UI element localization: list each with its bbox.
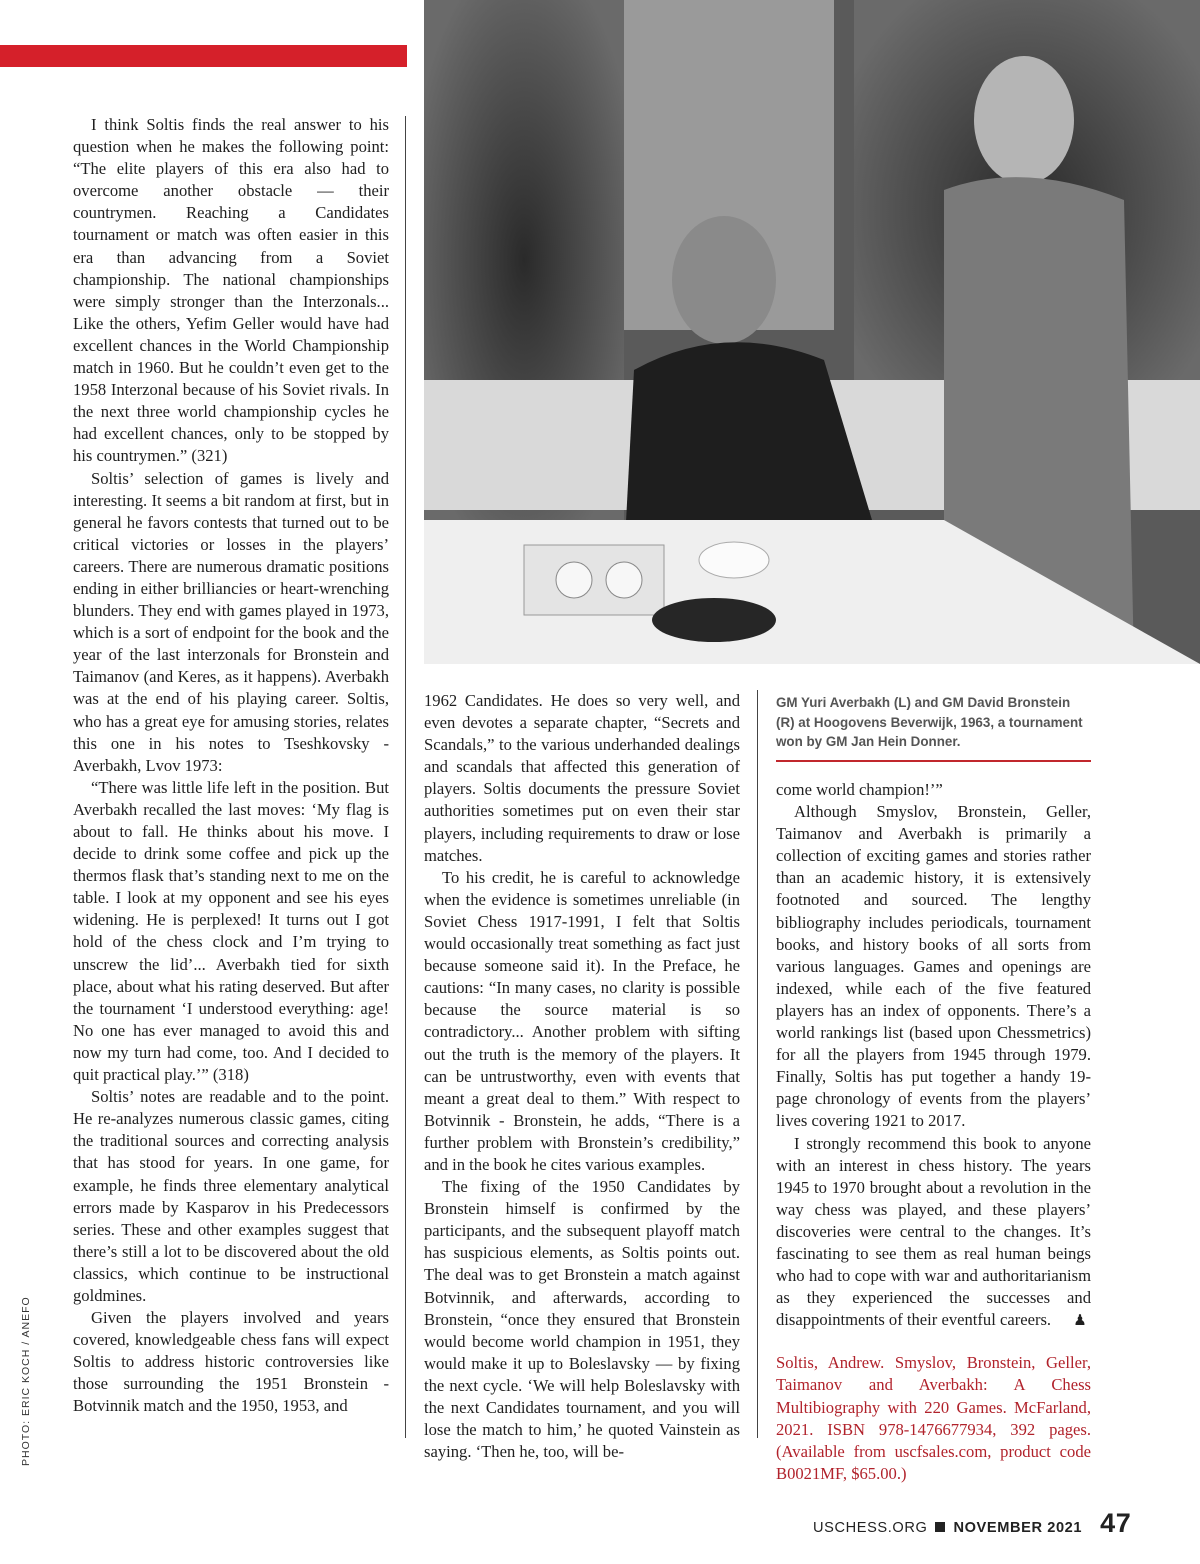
paragraph: To his credit, he is careful to acknowledge when the evidence is sometimes unreliable (in Soviet Chess 1917-1991, I felt that Soltis would occasionally treat something as fact just because someone said it). In the Preface, he cautions: “In many cases, no clarity is possible because the source material is so contradictory... Another problem with sifting out the truth is the memory of the players. It can be untrustworthy, even with events that meant a great deal to them.” With respect to Botvinnik - Bronstein, he adds, “There is a further problem with Bronstein’s credibility,” and in the book he cites various examples. <box>424 867 740 1174</box>
photo-illustration <box>424 0 1200 664</box>
paragraph: I think Soltis finds the real answer to his question when he makes the following point: “The elite players of this era also had to overcome another obstacle — their countrymen. Reaching a Candidates tournament or match was often easier in this era than advancing from a Soviet championship. The national championships were simply stronger than the Interzonals... Like the others, Yefim Geller would have had excellent chances in the World Championship match in 1960. But he couldn’t even get to the 1958 Interzonal because of his Soviet rivals. In the next three world championship cycles he had excellent chances, only to be stopped by his countrymen.” (321) <box>73 115 389 466</box>
paragraph: Soltis’ notes are readable and to the point. He re-analyzes numerous classic games, citing the traditional sources and correcting analysis that has stood for years. In one game, for example, he finds three elementary analytical errors made by Kasparov in his Predecessors series. These and other examples suggest that there’s still a lot to be discovered about the old classics, which continue to be instructional goldmines. <box>73 1087 389 1305</box>
paragraph: The fixing of the 1950 Candidates by Bronstein himself is confirmed by the participants, and the subsequent playoff match has suspicious elements, as Soltis points out. The deal was to get Bronstein a match against Botvinnik, and afterwards, according to Bronstein, “once they ensured that Bronstein would become world champion in 1951, they would make it up to Boleslavsky — by fixing the next cycle. ‘We will help Boleslavsky with the next Candidates tournament, and you will lose the match to him,’ he quoted Vainstein as saying. ‘Then he, too, will be- <box>424 1177 740 1462</box>
paragraph: Soltis’ selection of games is lively and interesting. It seems a bit random at first, but in general he favors contests that turned out to be critical victories or losses in the players’ careers. There are numerous dramatic positions ending in either brilliancies or heart-wrenching blunders. They end with games played in 1973, which is a sort of endpoint for the book and the year of the last interzonals for Bronstein and Taimanov (and Keres, as it happens). Averbakh was at the end of his playing career. Soltis, who has a great eye for amusing stories, relates this one in his notes to Tseshkovsky - Averbakh, Lvov 1973: <box>73 468 389 775</box>
paragraph <box>776 1133 1091 1333</box>
paragraph: 1962 Candidates. He does so very well, and even devotes a separate chapter, “Secrets and Scandals,” to the various underhanded dealings and scandals that affected this generation of players. Soltis documents the pressure Soviet authorities sometimes put on even their star players, including requirements to draw or lose matches. <box>424 691 740 865</box>
column-rule-2 <box>757 690 758 1438</box>
footer-issue: NOVEMBER 2021 <box>953 1520 1083 1536</box>
caption-rule <box>776 760 1091 762</box>
book-reference: Soltis, Andrew. Smyslov, Bronstein, Geller, Taimanov and Averbakh: A Chess Multibiography with 220 Games. McFarland, 2021. ISBN 978-1476677934, 392 pages. (Available from uscfsales.com, product code B0021MF, $65.00.) <box>776 1353 1091 1483</box>
paragraph-text: I strongly recommend this book to anyone with an interest in chess history. The years 1945 to 1970 brought about a revolution in the way chess was played, and these players’ discoveries were central to the changes. It’s fascinating to see them as real human beings who had to cope with war and authoritarianism as they experienced the successes and disappointments of their eventful careers. <box>776 1133 1091 1330</box>
article-column-3 <box>776 779 1091 1485</box>
paragraph: “There was little life left in the position. But Averbakh recalled the last moves: ‘My flag is about to fall. He thinks about his move. I decide to drink some coffee and pick up the thermos flask that’s standing next to me on the table. I look at my opponent and see his eyes widening. He is perplexed! It turns out I got hold of the chess clock and I’m trying to unscrew the lid’... Averbakh tied for sixth place, about what his rating deserved. But after the tournament ‘I understood everything: age! No one has ever managed to avoid this and now my turn had come, too. And I decided to quit practical play.’” (318) <box>73 777 389 1085</box>
photo-averbakh-bronstein <box>424 0 1200 664</box>
page-footer <box>813 1508 1131 1539</box>
footer-square-icon <box>935 1522 945 1532</box>
article-column-1 <box>73 114 389 1418</box>
end-mark-icon: ♟ <box>1073 1313 1087 1330</box>
section-red-bar <box>0 45 407 67</box>
paragraph: come world champion!’” <box>776 780 943 799</box>
footer-site: USCHESS.ORG <box>813 1520 928 1536</box>
paragraph: Although Smyslov, Bronstein, Geller, Taimanov and Averbakh is primarily a collection of exciting games and stories rather than an academic history, it is extensively footnoted and sourced. The lengthy bibliography includes periodicals, tournament books, and history books of all sorts from various languages. Games and openings are indexed, while each of the five featured players has an index of opponents. There’s a world rankings list (based upon Chessmetrics) for all the players from 1945 through 1979. Finally, Soltis has put together a handy 19-page chronology of events from the players’ lives covering 1921 to 2017. <box>776 802 1091 1131</box>
article-column-2 <box>424 690 740 1463</box>
paragraph: Given the players involved and years covered, knowledgeable chess fans will expect Soltis to address historic controversies like those surrounding the 1951 Bronstein - Botvinnik match and the 1950, 1953, and <box>73 1308 389 1416</box>
column-rule-1 <box>405 116 406 1438</box>
photo-credit: PHOTO: ERIC KOCH / ANEFO <box>20 1296 32 1466</box>
page-number: 47 <box>1100 1508 1132 1538</box>
photo-caption: GM Yuri Averbakh (L) and GM David Bronstein (R) at Hoogovens Beverwijk, 1963, a tournament won by GM Jan Hein Donner. <box>776 695 1083 749</box>
